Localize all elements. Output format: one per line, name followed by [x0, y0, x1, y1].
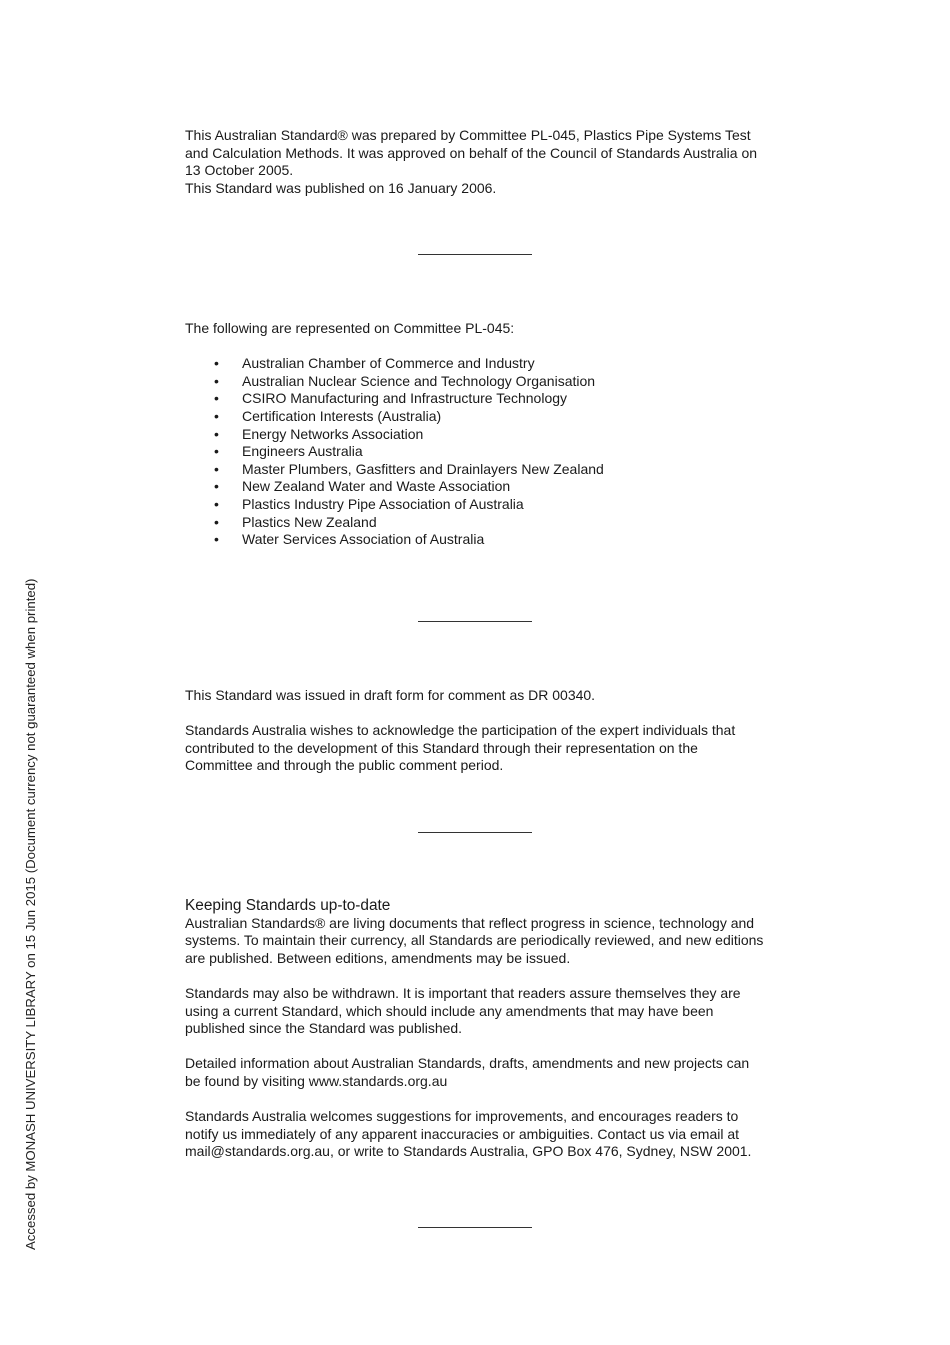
- section-heading: Keeping Standards up-to-date: [185, 897, 391, 914]
- paragraph-line: Australian Standards® are living documents that reflect progress in science, technology and: [185, 914, 755, 931]
- paragraph-line: be found by visiting www.standards.org.au: [185, 1072, 448, 1089]
- bullet-icon: •: [214, 513, 219, 530]
- access-side-note: Accessed by MONASH UNIVERSITY LIBRARY on 15 Jun 2015 (Document currency not guaranteed when printed): [23, 578, 38, 1250]
- bullet-icon: •: [214, 390, 219, 407]
- list-item: [185, 408, 775, 426]
- list-item: [185, 478, 775, 496]
- prep-line-3: 13 October 2005.: [185, 162, 294, 179]
- prep-line-2: and Calculation Methods. It was approved on behalf of the Council of Standards Australia on: [185, 144, 758, 161]
- bullet-icon: •: [214, 460, 219, 477]
- list-item: [185, 496, 775, 514]
- acknowledgement-line-1: Standards Australia wishes to acknowledge the participation of the expert individuals that: [185, 722, 736, 739]
- section-divider: [418, 621, 532, 622]
- section-divider: [418, 254, 532, 255]
- paragraph-line: published since the Standard was published.: [185, 1020, 463, 1037]
- acknowledgement-line-3: Committee and through the public comment period.: [185, 757, 504, 774]
- publication-line: This Standard was published on 16 January 2006.: [185, 179, 497, 196]
- member-name: CSIRO Manufacturing and Infrastructure Technology: [242, 390, 568, 407]
- paragraph-line: Standards Australia welcomes suggestions for improvements, and encourages readers to: [185, 1108, 739, 1125]
- list-item: [185, 390, 775, 408]
- committee-member-list: [185, 355, 775, 549]
- list-item: [185, 426, 775, 444]
- keeping-up-to-date-block: [185, 897, 775, 1161]
- member-name: Plastics Industry Pipe Association of Australia: [242, 495, 524, 512]
- list-item: [185, 355, 775, 373]
- committee-intro: The following are represented on Committee PL-045:: [185, 320, 515, 336]
- preparation-block: [185, 127, 775, 197]
- acknowledgement-line-2: contributed to the development of this Standard through their representation on the: [185, 739, 698, 756]
- member-name: New Zealand Water and Waste Association: [242, 478, 511, 495]
- bullet-icon: •: [214, 407, 219, 424]
- bullet-icon: •: [214, 425, 219, 442]
- bullet-icon: •: [214, 478, 219, 495]
- prep-line-1: This Australian Standard® was prepared by Committee PL-045, Plastics Pipe Systems Test: [185, 127, 751, 143]
- member-name: Energy Networks Association: [242, 425, 424, 442]
- member-name: Water Services Association of Australia: [242, 531, 485, 548]
- paragraph-line: Detailed information about Australian Standards, drafts, amendments and new projects can: [185, 1055, 750, 1072]
- list-item: [185, 461, 775, 479]
- paragraph-line: systems. To maintain their currency, all Standards are periodically reviewed, and new editions: [185, 932, 764, 949]
- member-name: Certification Interests (Australia): [242, 407, 442, 424]
- paragraph-line: notify us immediately of any apparent inaccuracies or ambiguities. Contact us via email at: [185, 1125, 740, 1142]
- draft-line: This Standard was issued in draft form for comment as DR 00340.: [185, 687, 596, 703]
- bullet-icon: •: [214, 531, 219, 548]
- member-name: Engineers Australia: [242, 443, 363, 460]
- list-item: [185, 531, 775, 549]
- member-name: Plastics New Zealand: [242, 513, 377, 530]
- paragraph-line: Standards may also be withdrawn. It is important that readers assure themselves they are: [185, 984, 741, 1001]
- member-name: Master Plumbers, Gasfitters and Drainlayers New Zealand: [242, 460, 604, 477]
- draft-block: [185, 687, 775, 775]
- list-item: [185, 373, 775, 391]
- paragraph-line: mail@standards.org.au, or write to Standards Australia, GPO Box 476, Sydney, NSW 2001.: [185, 1143, 752, 1160]
- bullet-icon: •: [214, 372, 219, 389]
- committee-block: [185, 320, 775, 549]
- bullet-icon: •: [214, 495, 219, 512]
- bullet-icon: •: [214, 443, 219, 460]
- list-item: [185, 443, 775, 461]
- member-name: Australian Chamber of Commerce and Industry: [242, 355, 535, 372]
- list-item: [185, 514, 775, 532]
- paragraph-line: using a current Standard, which should include any amendments that may have been: [185, 1002, 714, 1019]
- member-name: Australian Nuclear Science and Technology Organisation: [242, 372, 596, 389]
- bullet-icon: •: [214, 355, 219, 372]
- section-divider: [418, 832, 532, 833]
- paragraph-line: are published. Between editions, amendments may be issued.: [185, 949, 571, 966]
- section-divider: [418, 1227, 532, 1228]
